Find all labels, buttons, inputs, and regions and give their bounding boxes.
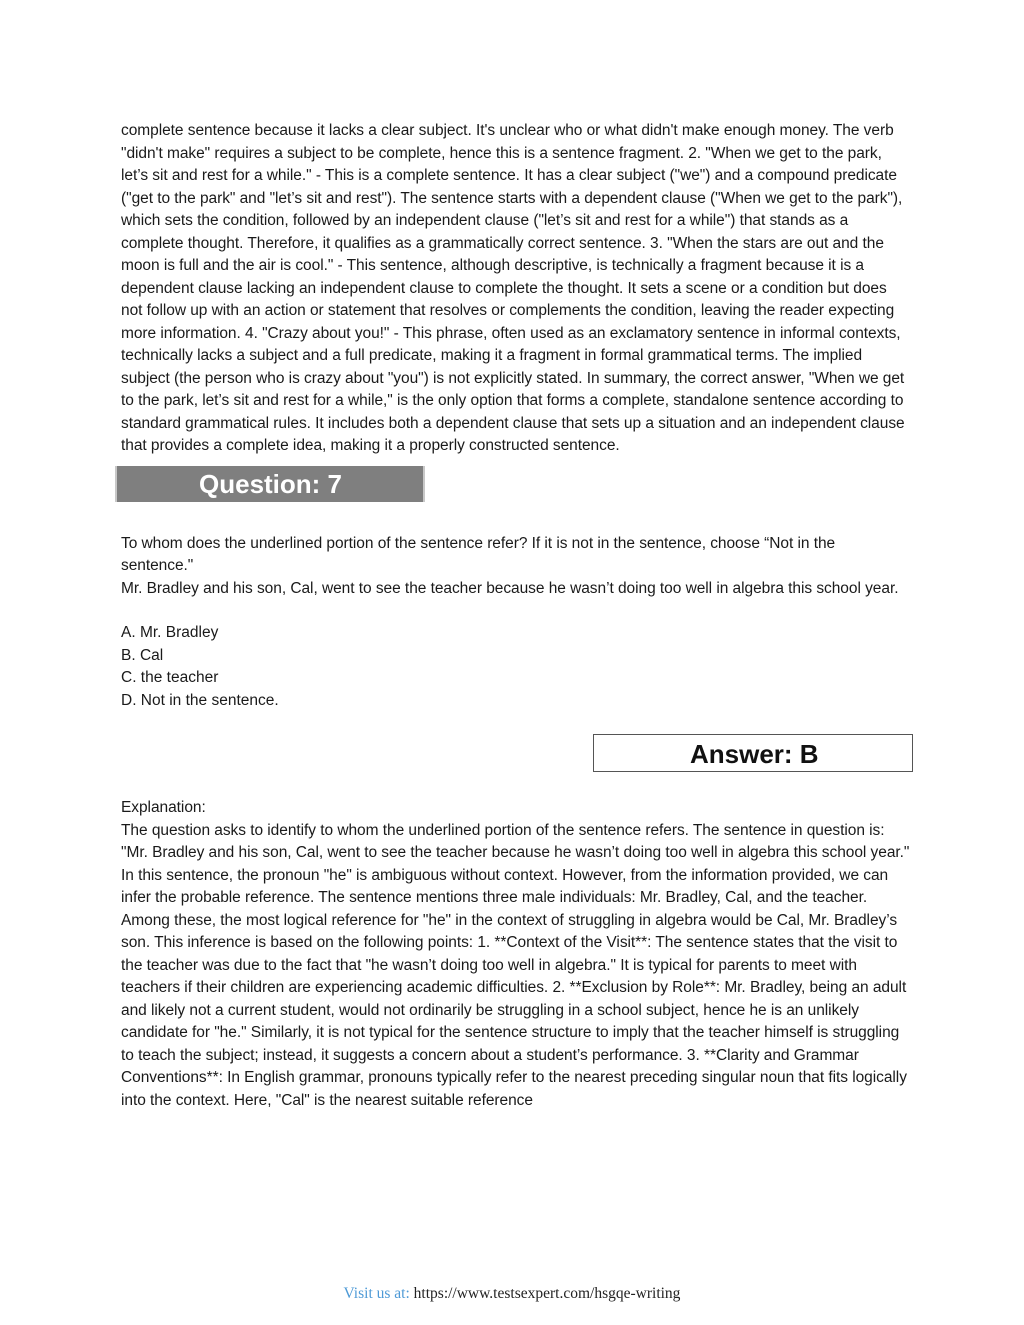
page-content: [121, 120, 911, 1112]
option-c: C. the teacher: [121, 669, 219, 686]
question-title: Question: 7: [199, 468, 343, 499]
explanation-text: The question asks to identify to whom the underlined portion of the sentence refers. The sentence in question is: "Mr. Bradley and his son, Cal, went to see the teacher because he wasn’t doing too well in algebra this school year." In this sentence, the pronoun "he" is ambiguous without context. However, from the information provided, we can infer the probable reference. The sentence mentions three male individuals: Mr. Bradley, Cal, and the teacher. Among these, the most logical reference for "he" in the context of struggling in algebra would be Cal, Mr. Bradley’s son. This inference is based on the following points: 1. **Context of the Visit**: The sentence states that the visit to the teacher was due to the fact that "he wasn’t doing too well in algebra." It is typical for parents to meet with teachers if their children are experiencing academic difficulties. 2. **Exclusion by Role**: Mr. Bradley, being an adult and likely not a current student, would not ordinarily be struggling in a school subject, hence he is an unlikely candidate for "he." Similarly, it is not typical for the sentence structure to imply that the teacher himself is struggling to teach the subject; instead, it suggests a concern about a student’s performance. 3. **Clarity and Grammar Conventions**: In English grammar, pronouns typically refer to the nearest preceding singular noun that fits logically into the context. Here, "Cal" is the nearest suitable reference: [121, 821, 910, 1109]
answer-row: [121, 734, 911, 772]
option-b: B. Cal: [121, 646, 164, 664]
question-banner: [115, 466, 425, 502]
page-footer: [0, 1284, 1024, 1304]
answer-options: [121, 622, 911, 712]
question-prompt: To whom does the underlined portion of the sentence refer? If it is not in the sentence, choose “Not in the sentence.": [121, 534, 836, 574]
footer-url-link[interactable]: https://www.testsexpert.com/hsgqe-writing: [413, 1285, 681, 1302]
answer-label: Answer: B: [690, 739, 819, 769]
option-a: A. Mr. Bradley: [121, 624, 219, 641]
explanation-heading: Explanation:: [121, 799, 206, 816]
option-d: D. Not in the sentence.: [121, 691, 279, 709]
answer-box: [593, 734, 913, 772]
intro-paragraph: complete sentence because it lacks a clear subject. It's unclear who or what didn't make enough money. The verb "didn't make" requires a subject to be complete, hence this is a sentence fragment. 2. "When we get to the park, let’s sit and rest for a while." - This is a complete sentence. It has a clear subject ("we") and a compound predicate ("get to the park" and "let’s sit and rest"). The sentence starts with a dependent clause ("When we get to the park"), which sets the condition, followed by an independent clause ("let’s sit and rest for a while") that stands as a complete thought. Therefore, it qualifies as a grammatically correct sentence. 3. "When the stars are out and the moon is full and the air is cool." - This sentence, although descriptive, is technically a fragment because it is a dependent clause lacking an independent clause to complete the thought. It sets a scene or a condition but does not follow up with an action or statement that resolves or complements the condition, leaving the reader expecting more information. 4. "Crazy about you!" - This phrase, often used as an exclamatory sentence in informal contexts, technically lacks a subject and a full predicate, making it a fragment in formal grammatical terms. The implied subject (the person who is crazy about "you") is not explicitly stated. In summary, the correct answer, "When we get to the park, let’s sit and rest for a while," is the only option that forms a complete, standalone sentence according to standard grammatical rules. It includes both a dependent clause that sets up a situation and an independent clause that provides a complete idea, making it a properly constructed sentence.: [121, 122, 905, 454]
footer-label: Visit us at:: [343, 1285, 410, 1302]
question-sentence: Mr. Bradley and his son, Cal, went to see the teacher because he wasn’t doing too well in algebra this school year.: [121, 579, 899, 597]
